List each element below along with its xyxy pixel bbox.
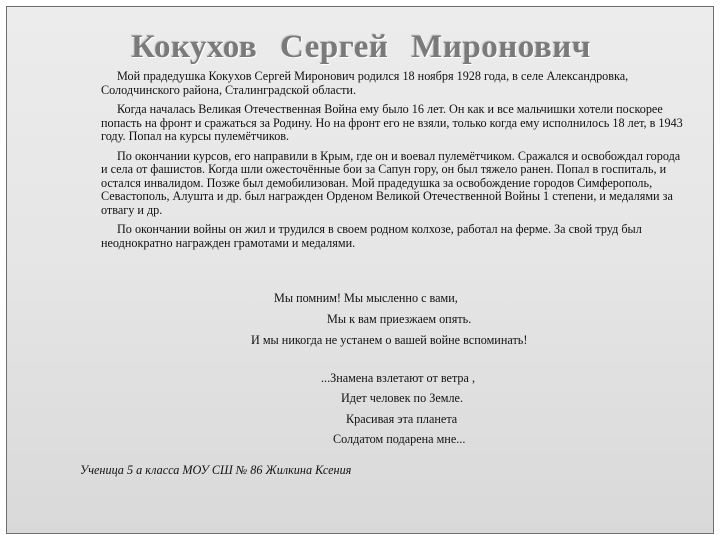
paragraph-crimea: По окончании курсов, его направили в Крым, где он и воевал пулемётчиком. Сражался и освобождал города и села от фашистов. Когда шли ожесточённые бои за Сапун гору, он был тяжело ранен. Попал в госпиталь, и остался инвалидом. Позже был демобилизован. Мой прадедушка за освобождение городов Симферополь, Севастополь, Алушта и др. был награжден Орденом Великой Отечественной Войны 1 степени, и медалями за отвагу и др. [101, 148, 681, 217]
slide [6, 6, 714, 534]
biography-text [101, 70, 683, 256]
poem-line: Идет человек по Земле. [341, 391, 463, 405]
poem-line: ...Знамена взлетают от ветра , [321, 371, 476, 385]
poem-line: Мы к вам приезжаем опять. [327, 312, 472, 326]
poem-line: И мы никогда не устанем о вашей войне вспоминать! [251, 333, 528, 347]
paragraph-birth: Мой прадедушка Кокухов Сергей Миронович родился 18 ноября 1928 года, в селе Александровка, Солодчинского района, Сталинградской области. [101, 69, 629, 97]
poem-line: Мы помним! Мы мысленно с вами, [274, 291, 458, 305]
poem-line: Солдатом подарена мне... [333, 432, 466, 446]
paragraph-war-start: Когда началась Великая Отечественная Война ему было 16 лет. Он как и все мальчишки хотели поскорее попасть на фронт и сражаться за Родину. Но на фронт его не взяли, только когда ему исполнилось 18 лет, в 1943 году. Попал на курсы пулемётчиков. [101, 102, 683, 143]
paragraph-after-war: По окончании войны он жил и трудился в своем родном колхозе, работал на ферме. За свой труд был неоднократно награжден грамотами и медалями. [101, 222, 642, 250]
page-title: Кокухов Сергей Миронович [131, 29, 591, 65]
author-signature: Ученица 5 а класса МОУ СШ № 86 Жилкина Ксения [80, 463, 352, 477]
poem-line: Красивая эта планета [346, 412, 458, 426]
